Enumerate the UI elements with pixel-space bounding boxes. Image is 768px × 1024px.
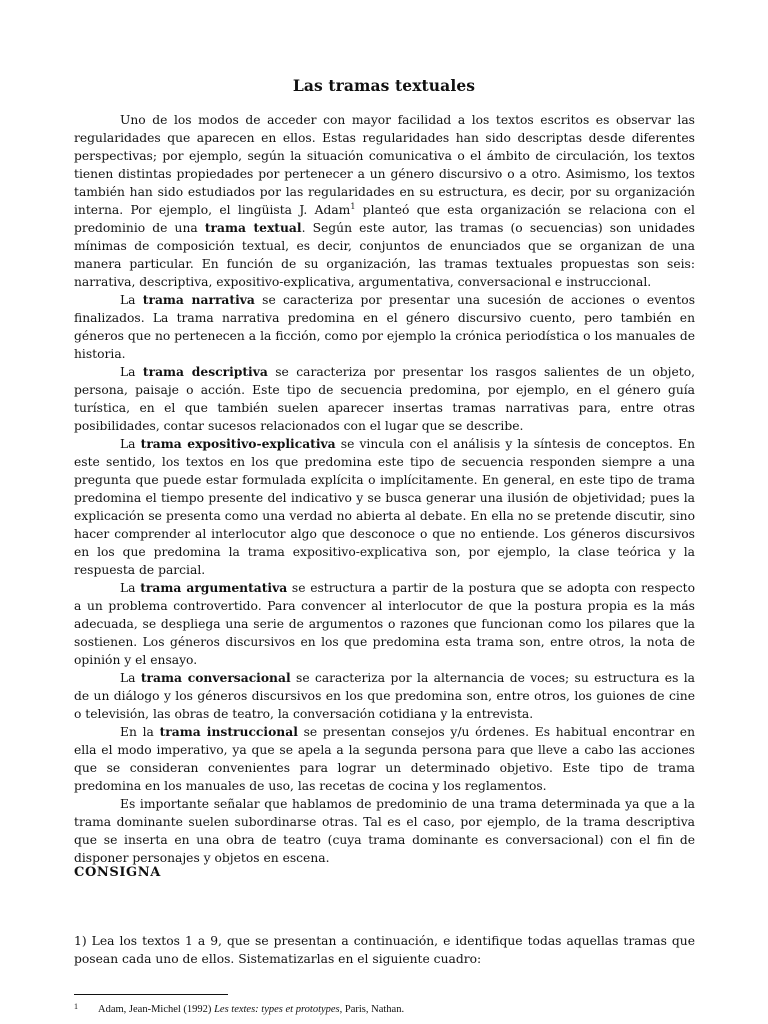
term-trama-descriptiva: trama descriptiva: [142, 364, 268, 379]
intro-paragraph: [74, 111, 695, 291]
document-body: [74, 111, 695, 867]
paragraph-lead: La: [120, 293, 143, 307]
term-trama-conversacional: trama conversacional: [140, 670, 291, 685]
paragraph-text: se caracteriza por la alternancia de voces; su estructura es la de un diálogo y los géneros discursivos en los que predomina son, entre otros, los guiones de cine o televisión, las obras de teatro, la conversación cotidiana y la entrevista.: [74, 671, 696, 721]
paragraph-text: se presentan consejos y/u órdenes. Es habitual encontrar en ella el modo imperativo, ya que se apela a la segunda persona para que lleve a cabo las acciones que se consideran convenientes para lograr un determinado objetivo. Este tipo de trama predomina en los manuales de uso, las recetas de cocina y los reglamentos.: [74, 725, 695, 793]
term-trama-textual: trama textual: [204, 220, 302, 235]
footnote-reference: 1: [350, 202, 356, 211]
intro-text-c: . Según este autor, las tramas (o secuencias) son unidades mínimas de composición textual, es decir, conjuntos de enunciados que se organizan de una manera particular. En función de su organización, las tramas textuales propuestas son seis: narrativa, descriptiva, expositivo-explicativa, argumentativa, conversacional e instruccional.: [74, 221, 695, 289]
paragraph-text: se vincula con el análisis y la síntesis de conceptos. En este sentido, los textos en los que predomina este tipo de secuencia responden siempre a una pregunta que puede estar formulada explícita o implícitamente. En general, en este tipo de trama predomina el tiempo presente del indicativo y se busca generar una ilusión de objetividad; pues la explicación se presenta como una verdad no abierta al debate. En ella no se pretende discutir, sino hacer comprender al interlocutor algo que desconoce o que no entiende. Los géneros discursivos en los que predomina la trama expositivo-explicativa son, por ejemplo, la clase teórica y la respuesta de parcial.: [74, 437, 695, 577]
paragraph-trama-narrativa: [74, 291, 695, 363]
paragraph-lead: La: [120, 437, 141, 451]
term-trama-narrativa: trama narrativa: [142, 292, 255, 307]
paragraph-text: se estructura a partir de la postura que se adopta con respecto a un problema controvertido. Para convencer al interlocutor de que la postura propia es la más adecuada, se despliega una serie de argumentos o razones que funcionan como los pilares que la sostienen. Los géneros discursivos en los que predomina esta trama son, entre otros, la nota de opinión y el ensayo.: [74, 581, 696, 667]
page-title: Las tramas textuales: [292, 76, 476, 95]
paragraph-text: se caracteriza por presentar una sucesión de acciones o eventos finalizados. La trama narrativa predomina en el género discursivo cuento, pero también en géneros que no pertenecen a la ficción, como por ejemplo la crónica periodística o los manuales de historia.: [74, 293, 696, 361]
footnote-work-title: Les textes: types et prototypes,: [214, 1004, 343, 1015]
footnote: [74, 1000, 695, 1016]
term-trama-instruccional: trama instruccional: [159, 724, 298, 739]
term-trama-expositivo-explicativa: trama expositivo-explicativa: [140, 436, 336, 451]
closing-paragraph: Es importante señalar que hablamos de predominio de una trama determinada ya que a la trama dominante suelen subordinarse otras. Tal es el caso, por ejemplo, de la trama descriptiva que se inserta en una obra de teatro (cuya trama dominante es conversacional) con el fin de disponer personajes y objetos en escena.: [74, 797, 695, 865]
paragraph-trama-descriptiva: [74, 363, 695, 435]
paragraph-trama-conversacional: [74, 669, 695, 723]
paragraph-text: se caracteriza por presentar los rasgos salientes de un objeto, persona, paisaje o acción. Este tipo de secuencia predomina, por ejemplo, en el género guía turística, en el que también suelen aparecer insertas tramas narrativas para, entre otras posibilidades, contar sucesos relacionados con el lugar que se describe.: [74, 365, 696, 433]
paragraph-trama-argumentativa: [74, 579, 695, 669]
paragraph-trama-instruccional: [74, 723, 695, 795]
footnote-divider: [74, 994, 228, 995]
intro-text-b: planteó que esta organización se relaciona con el predominio de una: [74, 203, 695, 235]
footnote-author: Adam, Jean-Michel (1992): [98, 1004, 215, 1015]
footnote-publisher: Paris, Nathan.: [342, 1004, 405, 1015]
paragraph-lead: En la: [120, 725, 160, 739]
term-trama-argumentativa: trama argumentativa: [140, 580, 288, 595]
paragraph-lead: La: [120, 365, 143, 379]
intro-text-a: Uno de los modos de acceder con mayor facilidad a los textos escritos es observar las regularidades que aparecen en ellos. Estas regularidades han sido descriptas desde diferentes perspectivas; por ejemplo, según la situación comunicativa o el ámbito de circulación, los textos tienen distintas propiedades por pertenecer a un género discursivo o a otro. Asimismo, los textos también han sido estudiados por las regularidades en su estructura, es decir, por su organización interna. Por ejemplo, el lingüista J. Adam: [74, 113, 695, 217]
paragraph-lead: La: [120, 671, 141, 685]
paragraph-lead: La: [120, 581, 141, 595]
consigna-text: 1) Lea los textos 1 a 9, que se presentan a continuación, e identifique todas aquellas tramas que posean cada uno de ellos. Sistematizarlas en el siguiente cuadro:: [74, 934, 695, 966]
footnote-mark: 1: [74, 1002, 78, 1011]
consigna-heading: CONSIGNA: [74, 865, 161, 880]
paragraph-trama-expositivo-explicativa: [74, 435, 695, 579]
